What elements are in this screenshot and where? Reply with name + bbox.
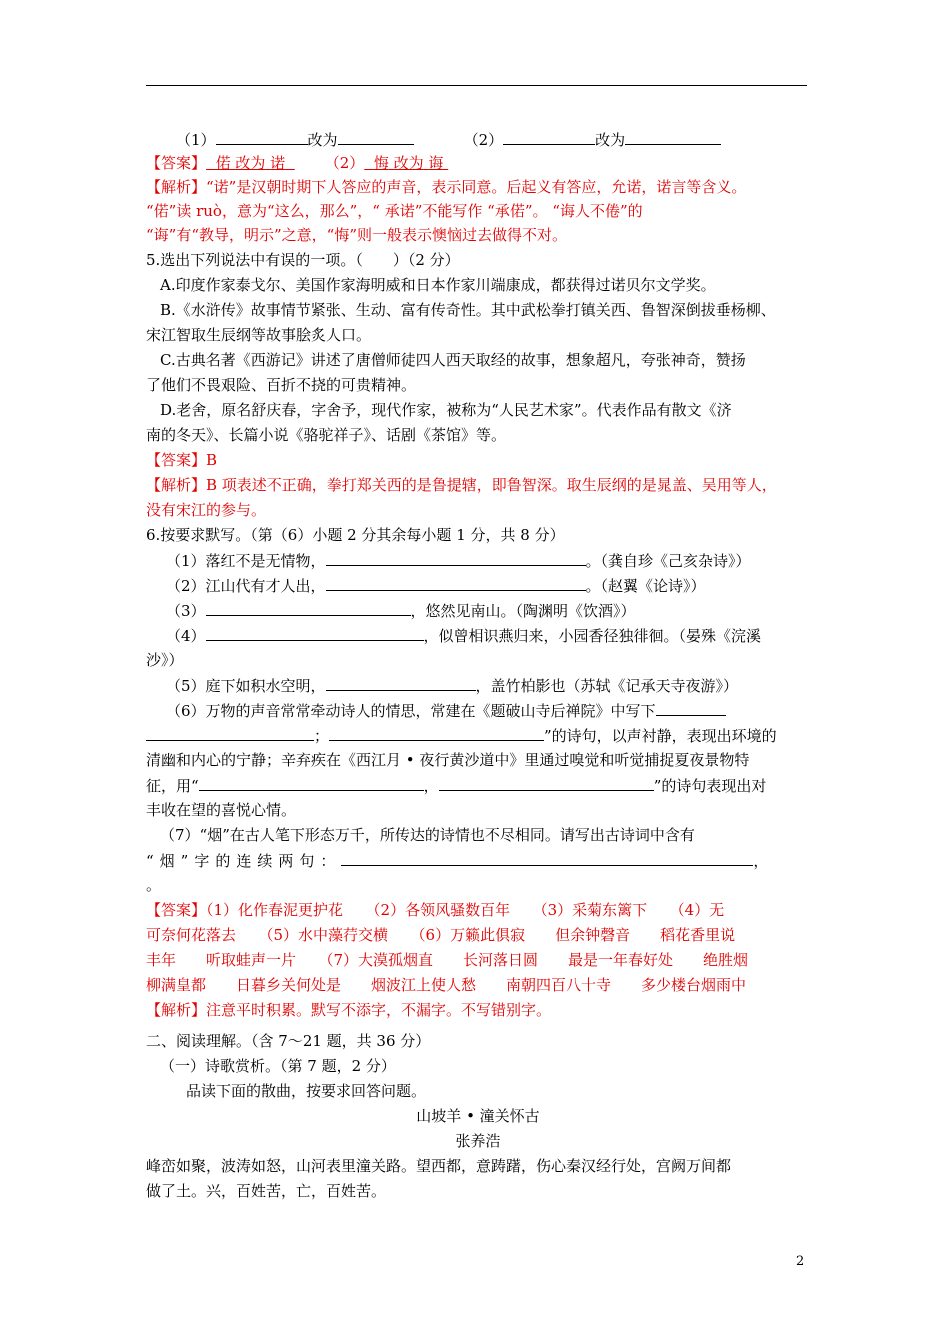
q6-item-6-line2: ； ”的诗句，以声衬静，表现出环境的 xyxy=(146,724,810,747)
part2-intro: 品读下面的散曲，按要求回答问题。 xyxy=(186,1082,427,1100)
q6-blank-6c[interactable] xyxy=(329,724,544,741)
q4-blank-3[interactable] xyxy=(503,128,595,145)
poem-author: 张养浩 xyxy=(455,1132,501,1150)
q5-option-b-2: 宋江智取生辰纲等故事脍炙人口。 xyxy=(146,326,372,344)
q6-item-7-line3: 。 xyxy=(146,876,162,894)
q6-blank-5[interactable] xyxy=(326,674,476,691)
q6-item-6-line3: 清幽和内心的宁静；辛弃疾在《西江月 • 夜行黄沙道中》里通过嗅觉和听觉捕捉夏夜景物特 xyxy=(146,751,750,769)
q5-analysis-2: 没有宋江的参与。 xyxy=(146,501,267,519)
poem-title: 山坡羊 • 潼关怀古 xyxy=(416,1107,540,1125)
q6-answer-2: 可奈何花落去 （5）水中藻荇交横 （6）万籁此俱寂 但余钟磬音 稻花香里说 xyxy=(146,926,736,944)
q4-blank-4[interactable] xyxy=(625,128,721,145)
q5-option-d-1: D.老舍，原名舒庆春，字舍予，现代作家，被称为“人民艺术家”。代表作品有散文《济 xyxy=(160,401,732,419)
q6-blank-6b[interactable] xyxy=(146,724,314,741)
q4-blank-line: （1） 改为 （2） 改为 xyxy=(176,128,840,151)
q5-stem: 5.选出下列说法中有误的一项。（ ）（2 分） xyxy=(146,251,460,269)
part2-subtitle: （一）诗歌赏析。（第 7 题，2 分） xyxy=(160,1057,396,1075)
q6-item-4: （4） ，似曾相识燕归来，小园香径独徘徊。（晏殊《浣溪 xyxy=(166,624,830,647)
q5-option-d-2: 南的冬天》、长篇小说《骆驼祥子》、话剧《茶馆》等。 xyxy=(146,426,507,444)
q6-item-3: （3） ，悠然见南山。（陶渊明《饮酒》） xyxy=(166,599,830,622)
page-number: 2 xyxy=(796,1254,805,1269)
q6-item-7-line2: “烟”字的连续两句： ， xyxy=(146,849,810,872)
q4-analysis-1: 【解析】“诺”是汉朝时期下人答应的声音，表示同意。后起义有答应，允诺，诺言等含义。 xyxy=(146,178,747,196)
q4-answer: 【答案】 偌 改为 诺 （2） 悔 改为 诲 xyxy=(146,154,444,172)
poem-line-1: 峰峦如聚，波涛如怒，山河表里潼关路。望西都，意踌躇，伤心秦汉经行处，宫阙万间都 xyxy=(146,1157,732,1175)
q6-item-6-line5: 丰收在望的喜悦心情。 xyxy=(146,801,297,819)
q4-analysis-2: “偌”读 ruò，意为“这么，那么”，“ 承诺”不能写作 “承偌”。 “诲人不倦”的 xyxy=(146,202,643,220)
q6-blank-3[interactable] xyxy=(206,599,411,616)
q6-stem: 6.按要求默写。（第（6）小题 2 分其余每小题 1 分，共 8 分） xyxy=(146,526,565,544)
q6-item-1: （1）落红不是无情物， 。（龚自珍《己亥杂诗》） xyxy=(166,549,830,572)
q6-item-7: （7）“烟”在古人笔下形态万千，所传达的诗情也不尽相同。请写出古诗词中含有 xyxy=(160,826,695,844)
q5-analysis-1: 【解析】B 项表述不正确，拳打郑关西的是鲁提辖，即鲁智深。取生辰纲的是晁盖、吴用等人， xyxy=(146,476,777,494)
q6-analysis: 【解析】注意平时积累。默写不添字，不漏字。不写错别字。 xyxy=(146,1001,552,1019)
q6-blank-6e[interactable] xyxy=(439,774,654,791)
q6-blank-6a[interactable] xyxy=(656,699,726,716)
q6-blank-1[interactable] xyxy=(326,549,586,566)
q5-option-b-1: B.《水浒传》故事情节紧张、生动、富有传奇性。其中武松拳打镇关西、鲁智深倒拔垂杨柳、 xyxy=(160,301,776,319)
q5-option-c-1: C.古典名著《西游记》讲述了唐僧师徒四人西天取经的故事，想象超凡，夸张神奇，赞扬 xyxy=(160,351,746,369)
q5-option-c-2: 了他们不畏艰险、百折不挠的可贵精神。 xyxy=(146,376,417,394)
q6-item-6-line4: 征，用“ ， ”的诗句表现出对 xyxy=(146,774,810,797)
q5-answer: 【答案】B xyxy=(146,451,218,469)
q4-blank-2[interactable] xyxy=(338,128,414,145)
q5-option-a: A.印度作家泰戈尔、美国作家海明威和日本作家川端康成，都获得过诺贝尔文学奖。 xyxy=(160,276,716,294)
q6-item-6: （6）万物的声音常常牵动诗人的情思，常建在《题破山寺后禅院》中写下 xyxy=(166,699,830,722)
q4-analysis-3: “诲”有“教导，明示”之意，“悔”则一般表示懊恼过去做得不对。 xyxy=(146,226,568,244)
q6-blank-2[interactable] xyxy=(326,574,586,591)
part2-title: 二、阅读理解。（含 7～21 题，共 36 分） xyxy=(146,1032,431,1050)
q6-item-2: （2）江山代有才人出， 。（赵翼《论诗》） xyxy=(166,574,830,597)
q6-answer-1: 【答案】（1）化作春泥更护花 （2）各领风骚数百年 （3）采菊东篱下 （4）无 xyxy=(146,901,725,919)
q4-blank-1[interactable] xyxy=(216,128,308,145)
q6-item-4-cont: 沙》） xyxy=(146,651,184,669)
q6-blank-6d[interactable] xyxy=(199,774,424,791)
q6-answer-3: 丰年 听取蛙声一片 （7）大漠孤烟直 长河落日圆 最是一年春好处 绝胜烟 xyxy=(146,951,749,969)
q6-blank-7[interactable] xyxy=(341,849,753,866)
q6-answer-4: 柳满皇都 日暮乡关何处是 烟波江上使人愁 南朝四百八十寺 多少楼台烟雨中 xyxy=(146,976,747,994)
q6-item-5: （5）庭下如积水空明， ，盖竹柏影也（苏轼《记承天寺夜游》） xyxy=(166,674,830,697)
header-rule xyxy=(146,85,807,86)
poem-line-2: 做了土。兴，百姓苦，亡，百姓苦。 xyxy=(146,1182,387,1200)
q6-blank-4[interactable] xyxy=(206,624,424,641)
